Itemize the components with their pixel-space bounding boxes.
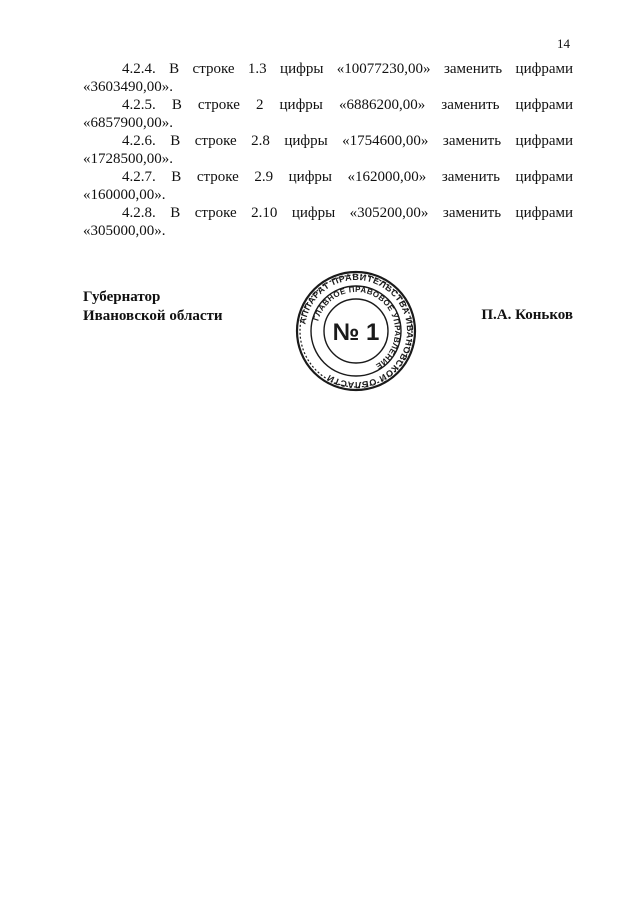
signatory-name: П.А. Коньков bbox=[481, 307, 573, 323]
amendment-item bbox=[83, 60, 573, 96]
amendment-text-continuation: «3603490,00». bbox=[83, 79, 173, 95]
signature-block bbox=[83, 271, 573, 394]
amendment-item bbox=[83, 132, 573, 168]
signatory-title bbox=[83, 288, 223, 326]
amendment-item bbox=[83, 168, 573, 204]
amendments-list bbox=[83, 60, 573, 240]
signatory-title-line: Губернатор bbox=[83, 289, 161, 305]
amendment-text: 4.2.4. В строке 1.3 цифры «10077230,00» заменить цифрами bbox=[122, 61, 573, 77]
amendment-text-continuation: «6857900,00». bbox=[83, 115, 173, 131]
amendment-text-continuation: «1728500,00». bbox=[83, 151, 173, 167]
page-number: 14 bbox=[557, 36, 570, 51]
amendment-text: 4.2.6. В строке 2.8 цифры «1754600,00» заменить цифрами bbox=[122, 133, 573, 149]
seal-outer-textpath: АППАРАТ ПРАВИТЕЛЬСТВА ИВАНОВСКОЙ ОБЛАСТИ bbox=[297, 271, 416, 391]
amendment-text: 4.2.7. В строке 2.9 цифры «162000,00» заменить цифрами bbox=[122, 169, 573, 185]
amendment-text: 4.2.8. В строке 2.10 цифры «305200,00» заменить цифрами bbox=[122, 205, 573, 221]
amendment-item bbox=[83, 96, 573, 132]
amendment-item bbox=[83, 204, 573, 240]
seal-inner-textpath: ГЛАВНОЕ ПРАВОВОЕ УПРАВЛЕНИЕ bbox=[311, 284, 403, 372]
amendment-text-continuation: «160000,00». bbox=[83, 187, 166, 203]
amendment-text-continuation: «305000,00». bbox=[83, 223, 166, 239]
amendment-text: 4.2.5. В строке 2 цифры «6886200,00» заменить цифрами bbox=[122, 97, 573, 113]
official-seal-stamp bbox=[295, 270, 417, 392]
signatory-title-line: Ивановской области bbox=[83, 308, 223, 324]
seal-center-number: № 1 bbox=[332, 319, 380, 346]
